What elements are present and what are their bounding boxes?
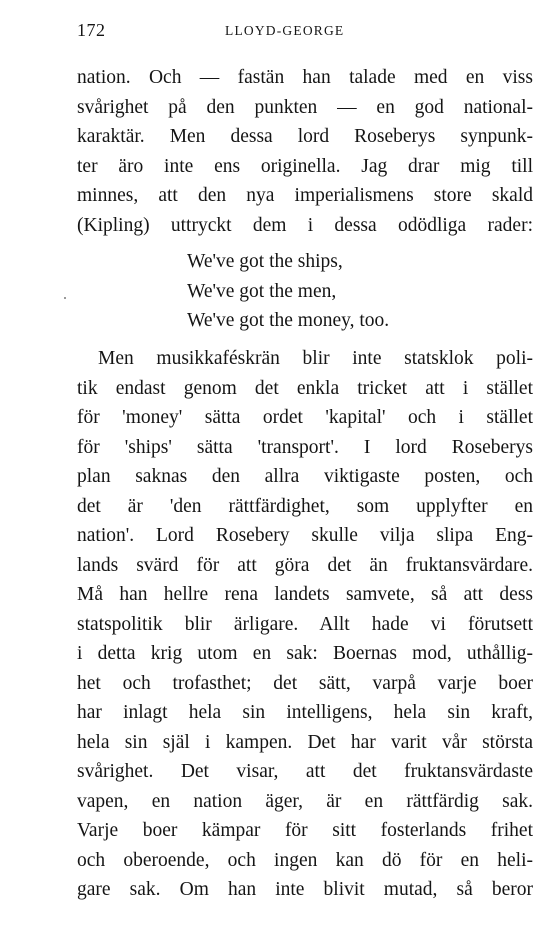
paragraph-1 (77, 63, 533, 240)
poem-line: We've got the men, (187, 280, 337, 302)
text-line: har inlagt hela sin intelligens, hela sin kraft, (77, 702, 533, 723)
text-line: hela sin själ i kampen. Det har varit vår största (77, 731, 533, 753)
poem-quote (187, 247, 487, 336)
text-line: för 'money' sätta ordet 'kapital' och i stället (77, 407, 533, 428)
text-line: plan saknas den allra viktigaste posten, och (77, 466, 533, 487)
poem-line: We've got the money, too. (187, 310, 390, 331)
text-line: Men musikkaféskrän blir inte statsklok poli- (98, 348, 533, 369)
poem-line: We've got the ships, (187, 251, 343, 272)
text-line: gare sak. Om han inte blivit mutad, så beror (77, 879, 533, 900)
text-line: karaktär. Men dessa lord Roseberys synpunk- (77, 126, 533, 147)
text-line: svårighet. Det visar, att det fruktansvärdaste (77, 761, 533, 782)
text-line: het och trofasthet; det sätt, varpå varje boer (77, 672, 533, 694)
text-line: minnes, att den nya imperialismens store skald (77, 185, 533, 206)
text-line: vapen, en nation äger, är en rättfärdig sak. (77, 790, 533, 812)
text-line: statspolitik blir ärligare. Allt hade vi förutsett (77, 613, 533, 635)
page-number: 172 (77, 20, 106, 40)
text-line: (Kipling) uttryckt dem i dessa odödliga rader: (77, 214, 533, 236)
text-line: tik endast genom det enkla tricket att i stället (77, 377, 533, 399)
running-head: LLOYD-GEORGE (225, 23, 345, 38)
text-line: och oberoende, och ingen kan dö för en heli- (77, 849, 533, 871)
text-line: Varje boer kämpar för sitt fosterlands frihet (77, 820, 533, 841)
text-line: svårighet på den punkten — en god national- (77, 96, 533, 118)
paragraph-2 (77, 344, 533, 905)
text-line: lands svärd för att göra det än fruktansvärdare. (77, 554, 533, 576)
text-line: det är 'den rättfärdighet, som upplyfter en (77, 495, 533, 517)
text-line: Må han hellre rena landets samvete, så att dess (77, 584, 533, 605)
text-line: nation. Och — fastän han talade med en viss (77, 67, 533, 88)
page-header (77, 20, 533, 44)
text-line: i detta krig utom en sak: Boernas mod, uthållig- (77, 643, 533, 664)
print-speck (64, 297, 66, 299)
text-line: för 'ships' sätta 'transport'. I lord Roseberys (77, 436, 533, 458)
text-line: ter äro inte ens originella. Jag drar mig till (77, 155, 533, 177)
text-line: nation'. Lord Rosebery skulle vilja slipa Eng- (77, 525, 533, 546)
